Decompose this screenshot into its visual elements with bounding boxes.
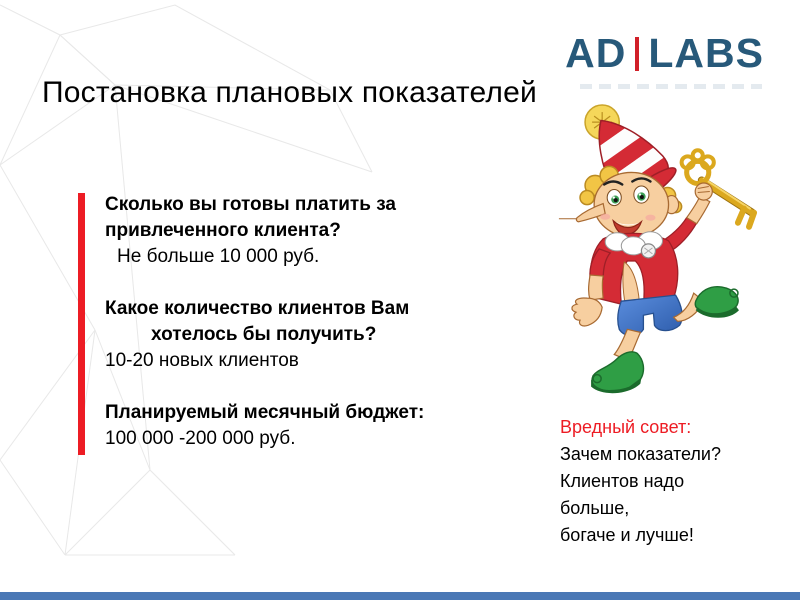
advice-line-2: Клиентов надо — [560, 471, 685, 491]
advice-line-1: Зачем показатели? — [560, 444, 721, 464]
question-1-line-1: Сколько вы готовы платить за — [105, 194, 396, 215]
logo-tagline — [580, 84, 762, 89]
question-2-line-1: Какое количество клиентов Вам — [105, 298, 410, 319]
qa-text-block — [105, 192, 450, 452]
front-leg — [591, 329, 643, 393]
answer-2: 10-20 новых клиентов — [105, 350, 299, 371]
question-2-line-2: хотелось бы получить? — [151, 324, 377, 345]
adlabs-logo — [565, 30, 764, 77]
red-accent-bar — [78, 193, 85, 455]
open-hand — [572, 298, 602, 326]
advice-line-3: больше, — [560, 498, 630, 518]
logo-text-ad: AD — [565, 30, 627, 76]
buratino-illustration — [546, 100, 774, 442]
back-leg — [674, 287, 739, 322]
face — [559, 172, 669, 236]
advice-heading: Вредный совет: — [560, 417, 692, 437]
footer-blue-bar — [0, 592, 800, 600]
question-3-line-1: Планируемый месячный бюджет: — [105, 402, 425, 423]
belly — [623, 262, 639, 304]
advice-line-4: богаче и лучше! — [560, 525, 694, 545]
answer-3: 100 000 -200 000 руб. — [105, 428, 296, 449]
answer-1: Не больше 10 000 руб. — [117, 246, 320, 267]
advice-text-block — [560, 414, 780, 549]
logo-divider — [635, 37, 639, 71]
logo-text-labs: LABS — [648, 30, 764, 76]
question-1-line-2: привлеченного клиента? — [105, 220, 341, 241]
slide-title: Постановка плановых показателей — [42, 76, 537, 109]
